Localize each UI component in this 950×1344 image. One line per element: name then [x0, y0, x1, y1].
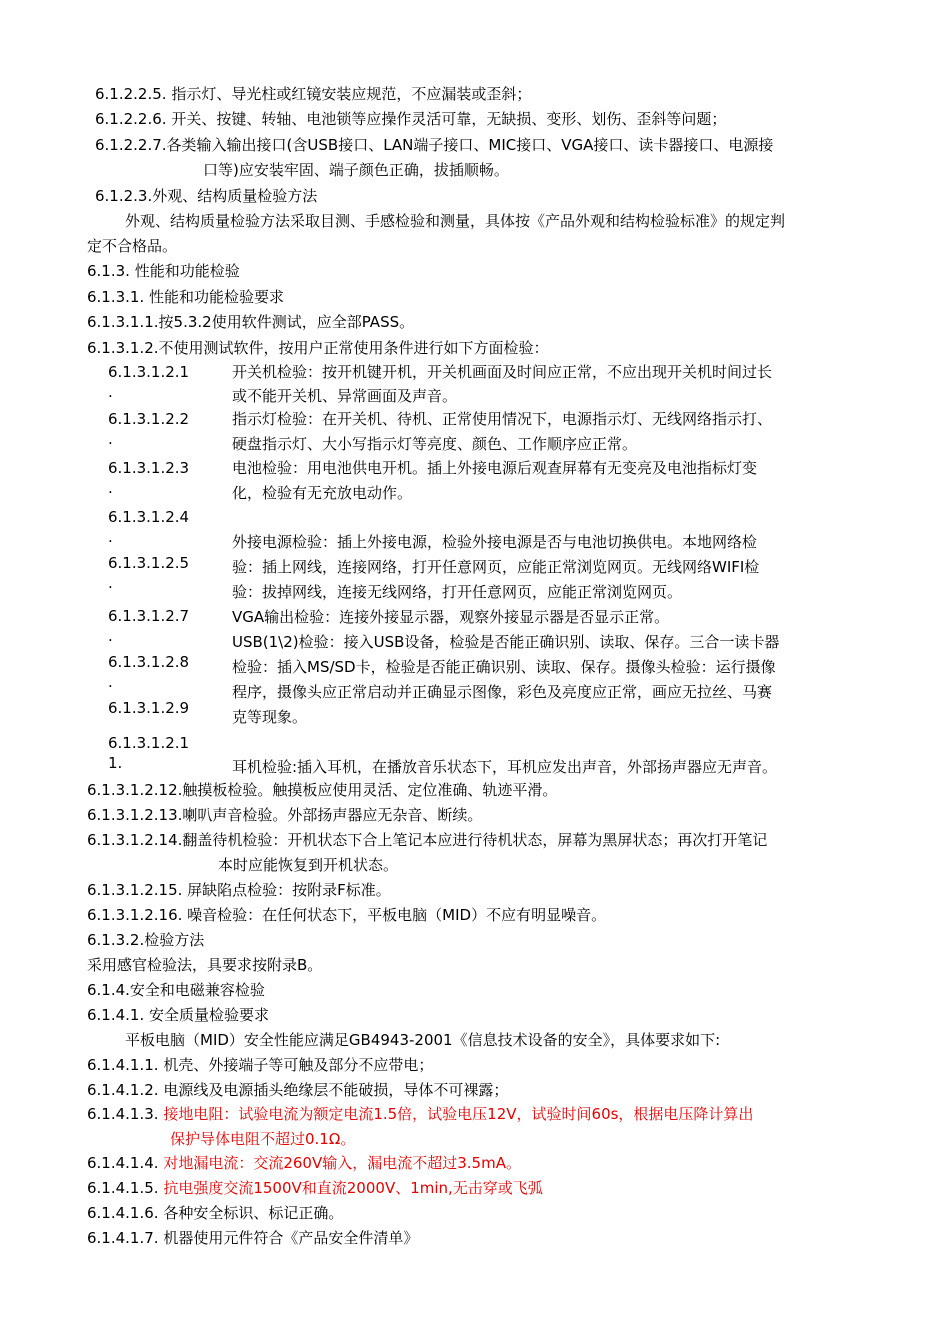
- item-number-2-11-cont: 1.: [108, 754, 123, 772]
- clause-6-1-4-1-1: 6.1.4.1.1. 机壳、外接端子等可触及部分不应带电；: [87, 1056, 434, 1074]
- item-text-indicator-cont: 硬盘指示灯、大小写指示灯等亮度、颜色、工作顺序应正常。: [232, 435, 638, 453]
- clause-6-1-4-1-4: [87, 1153, 521, 1173]
- item-number-2-9: 6.1.3.1.2.9: [108, 699, 190, 717]
- item-text-battery-cont: 化，检验有无充放电动作。: [232, 484, 413, 502]
- item-number-dot: .: [108, 430, 113, 448]
- item-number-dot: .: [108, 528, 113, 546]
- clause-6-1-3-1-1: 6.1.3.1.1.按5.3.2使用软件测试，应全部PASS。: [87, 313, 415, 331]
- item-number-dot: .: [108, 673, 113, 691]
- item-text-card-reader: 检验：插入MS/SD卡，检验是否能正确识别、读取、保存。摄像头检验：运行摄像: [232, 658, 776, 676]
- section-6-1-3-2-heading: 6.1.3.2.检验方法: [87, 931, 205, 949]
- clause-6-1-4-1-3-cont: 保护导体电阻不超过0.1Ω。: [170, 1130, 356, 1148]
- paragraph-safety-intro: 平板电脑（MID）安全性能应满足GB4943-2001《信息技术设备的安全》，具体要求如下:: [125, 1031, 721, 1049]
- section-6-1-3-heading: 6.1.3. 性能和功能检验: [87, 262, 240, 280]
- paragraph-appearance-method: 外观、结构质量检验方法采取目测、手感检验和测量，具体按《产品外观和结构检验标准》的规定判: [125, 212, 786, 230]
- item-text-power-on-cont: 或不能开关机、异常画面及声音。: [232, 387, 458, 405]
- item-text-camera: 程序，摄像头应正常启动并正确显示图像，彩色及亮度应正常，画应无拉丝、马赛: [232, 683, 773, 701]
- item-text-network-cont: 验：拔掉网线，连接无线网络，打开任意网页，应能正常浏览网页。: [232, 583, 683, 601]
- clause-number: 6.1.4.1.5.: [87, 1179, 164, 1197]
- clause-6-1-4-1-3: [87, 1104, 753, 1124]
- item-text-camera-cont: 克等现象。: [232, 708, 308, 726]
- clause-6-1-4-1-6: 6.1.4.1.6. 各种安全标识、标记正确。: [87, 1204, 344, 1222]
- clause-number: 6.1.4.1.4.: [87, 1154, 164, 1172]
- clause-6-1-3-1-2-13: 6.1.3.1.2.13.喇叭声音检验。外部扬声器应无杂音、断续。: [87, 806, 483, 824]
- clause-6-1-2-2-7-cont: 口等)应安装牢固、端子颜色正确，拔插顺畅。: [203, 161, 509, 179]
- section-6-1-3-1-heading: 6.1.3.1. 性能和功能检验要求: [87, 288, 285, 306]
- item-text-power-on: 开关机检验：按开机键开机，开关机画面及时间应正常，不应出现开关机时间过长: [232, 363, 773, 381]
- paragraph-sensory-method: 采用感官检验法，具要求按附录B。: [87, 956, 323, 974]
- clause-6-1-3-1-2-16: 6.1.3.1.2.16. 噪音检验：在任何状态下，平板电脑（MID）不应有明显噪音。: [87, 906, 607, 924]
- item-text-battery: 电池检验：用电池供电开机。插上外接电源后观查屏幕有无变亮及电池指标灯变: [232, 459, 758, 477]
- item-number-2-4: 6.1.3.1.2.4: [108, 508, 190, 526]
- item-text-vga: VGA输出检验：连接外接显示器，观察外接显示器是否显示正常。: [232, 608, 670, 626]
- clause-6-1-3-1-2: 6.1.3.1.2.不使用测试软件，按用户正常使用条件进行如下方面检验：: [87, 339, 549, 357]
- item-number-2-5: 6.1.3.1.2.5: [108, 554, 190, 572]
- clause-highlight-dielectric-strength: 抗电强度交流1500V和直流2000V、1min,无击穿或飞弧: [163, 1179, 543, 1197]
- clause-6-1-4-1-7: 6.1.4.1.7. 机器使用元件符合《产品安全件清单》: [87, 1229, 419, 1247]
- item-text-indicator: 指示灯检验：在开关机、待机、正常使用情况下，电源指示灯、无线网络指示打、: [232, 410, 773, 428]
- clause-highlight-ground-resistance: 接地电阻：试验电流为额定电流1.5倍，试验电压12V，试验时间60s，根据电压降计算出: [163, 1105, 754, 1123]
- paragraph-appearance-method-cont: 定不合格品。: [87, 237, 178, 255]
- item-number-dot: .: [108, 383, 113, 401]
- clause-6-1-3-1-2-14: 6.1.3.1.2.14.翻盖待机检验：开机状态下合上笔记本应进行待机状态，屏幕为黑屏状态；再次打开笔记: [87, 831, 768, 849]
- clause-6-1-4-1-5: [87, 1178, 543, 1198]
- clause-highlight-leakage-current: 对地漏电流：交流260V输入，漏电流不超过3.5mA。: [163, 1154, 521, 1172]
- item-number-2-11: 6.1.3.1.2.1: [108, 734, 190, 752]
- clause-6-1-3-1-2-15: 6.1.3.1.2.15. 屏缺陷点检验：按附录F标准。: [87, 881, 391, 899]
- item-text-headphone: 耳机检验:插入耳机，在播放音乐状态下，耳机应发出声音，外部扬声器应无声音。: [232, 758, 778, 776]
- clause-6-1-2-2-7: 6.1.2.2.7.各类输入输出接口(含USB接口、LAN端子接口、MIC接口、VGA接口、读卡器接口、电源接: [95, 136, 774, 154]
- clause-6-1-3-1-2-12: 6.1.3.1.2.12.触摸板检验。触摸板应使用灵活、定位准确、轨迹平滑。: [87, 781, 558, 799]
- item-number-2-1: 6.1.3.1.2.1: [108, 363, 190, 381]
- clause-6-1-2-2-6: 6.1.2.2.6. 开关、按键、转轴、电池锁等应操作灵活可靠，无缺损、变形、划伤、歪斜等问题；: [95, 110, 727, 128]
- section-6-1-4-1-heading: 6.1.4.1. 安全质量检验要求: [87, 1006, 270, 1024]
- item-number-2-3: 6.1.3.1.2.3: [108, 459, 190, 477]
- item-number-2-2: 6.1.3.1.2.2: [108, 410, 190, 428]
- clause-number: 6.1.4.1.3.: [87, 1105, 164, 1123]
- item-number-dot: .: [108, 574, 113, 592]
- item-text-external-power: 外接电源检验：插上外接电源，检验外接电源是否与电池切换供电。本地网络检: [232, 533, 758, 551]
- item-number-2-7: 6.1.3.1.2.7: [108, 607, 190, 625]
- item-text-network: 验：插上网线，连接网络，打开任意网页，应能正常浏览网页。无线网络WIFI检: [232, 558, 760, 576]
- clause-6-1-2-2-5: 6.1.2.2.5. 指示灯、导光柱或红镜安装应规范，不应漏装或歪斜；: [95, 85, 532, 103]
- item-number-2-8: 6.1.3.1.2.8: [108, 653, 190, 671]
- clause-6-1-3-1-2-14-cont: 本时应能恢复到开机状态。: [218, 856, 399, 874]
- section-6-1-4-heading: 6.1.4.安全和电磁兼容检验: [87, 981, 265, 999]
- item-text-usb: USB(1\2)检验：接入USB设备，检验是否能正确识别、读取、保存。三合一读卡器: [232, 633, 780, 651]
- clause-6-1-4-1-2: 6.1.4.1.2. 电源线及电源插头绝缘层不能破损，导体不可裸露；: [87, 1081, 509, 1099]
- clause-6-1-2-3-heading: 6.1.2.3.外观、结构质量检验方法: [95, 187, 318, 205]
- item-number-dot: .: [108, 479, 113, 497]
- item-number-dot: .: [108, 627, 113, 645]
